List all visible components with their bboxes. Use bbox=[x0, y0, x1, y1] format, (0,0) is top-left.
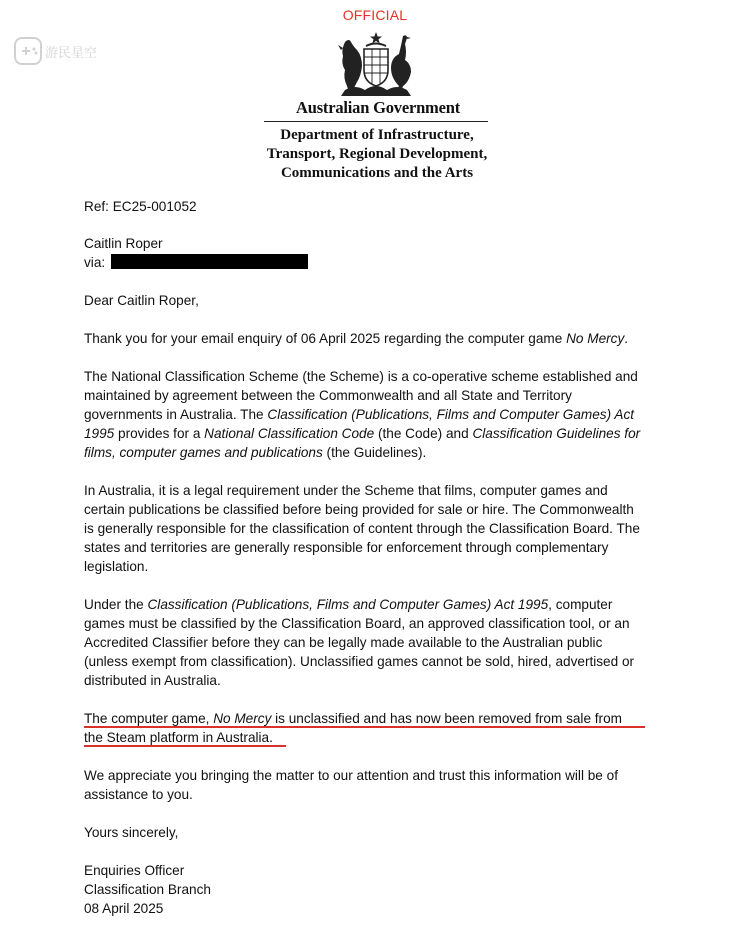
classification-marking: OFFICIAL bbox=[342, 7, 408, 23]
signatory-branch: Classification Branch bbox=[84, 882, 211, 897]
paragraph-3: In Australia, it is a legal requirement under the Scheme that films, computer games and certain publications be classified before being provided for sale or hire. The Commonwealth is generally responsible for the classification of content through the Classification Board. The states and territories are generally responsible for enforcement through complementary legislation. bbox=[84, 483, 640, 574]
header-divider bbox=[264, 121, 488, 122]
via-label: via: bbox=[84, 255, 106, 270]
recipient-name: Caitlin Roper bbox=[84, 236, 163, 251]
closing: Yours sincerely, bbox=[84, 825, 179, 840]
watermark-text: 游民星空 bbox=[45, 46, 98, 61]
red-underline bbox=[84, 745, 286, 747]
red-underline bbox=[84, 726, 645, 728]
government-name: Australian Government bbox=[296, 98, 460, 117]
department-line: Communications and the Arts bbox=[280, 165, 474, 181]
redacted-email bbox=[111, 254, 308, 269]
department-name bbox=[0, 126, 754, 183]
paragraph-4: Under the Classification (Publications, Films and Computer Games) Act 1995, computer games must be classified by the Classification Board, an approved classification tool, or an Accredited Classifier before they can be legally made available to the Australian public (unless exempt from classification). Unclassified games cannot be sold, hired, advertised or distributed in Australia. bbox=[84, 597, 635, 688]
department-line: Transport, Regional Development, bbox=[266, 146, 488, 162]
salutation: Dear Caitlin Roper, bbox=[84, 293, 199, 308]
reference-number: Ref: EC25-001052 bbox=[84, 199, 197, 214]
game-title: No Mercy bbox=[566, 331, 625, 346]
signature-block bbox=[84, 861, 684, 918]
recipient-via bbox=[84, 253, 684, 272]
letter-date: 08 April 2025 bbox=[84, 901, 164, 916]
department-line: Department of Infrastructure, bbox=[280, 127, 474, 143]
coat-of-arms-icon bbox=[331, 30, 421, 98]
paragraph-6: We appreciate you bringing the matter to our attention and trust this information will be of assistance to you. bbox=[84, 768, 618, 802]
signatory-title: Enquiries Officer bbox=[84, 863, 185, 878]
paragraph-1: Thank you for your email enquiry of 06 April 2025 regarding the computer game No Mercy. bbox=[84, 331, 629, 346]
paragraph-5-highlighted: The computer game, No Mercy is unclassified and has now been removed from sale from the Steam platform in Australia. bbox=[84, 711, 622, 745]
paragraph-2: The National Classification Scheme (the Scheme) is a co-operative scheme established and maintained by agreement between the Commonwealth and all State and Territory governments in Australia. The Classification (Publications, Films and Computer Games) Act 1995 provides for a National Classification Code (the Code) and Classification Guidelines for films, computer games and publications (the Guidelines). bbox=[84, 369, 641, 460]
gamersky-logo-icon bbox=[14, 28, 98, 74]
